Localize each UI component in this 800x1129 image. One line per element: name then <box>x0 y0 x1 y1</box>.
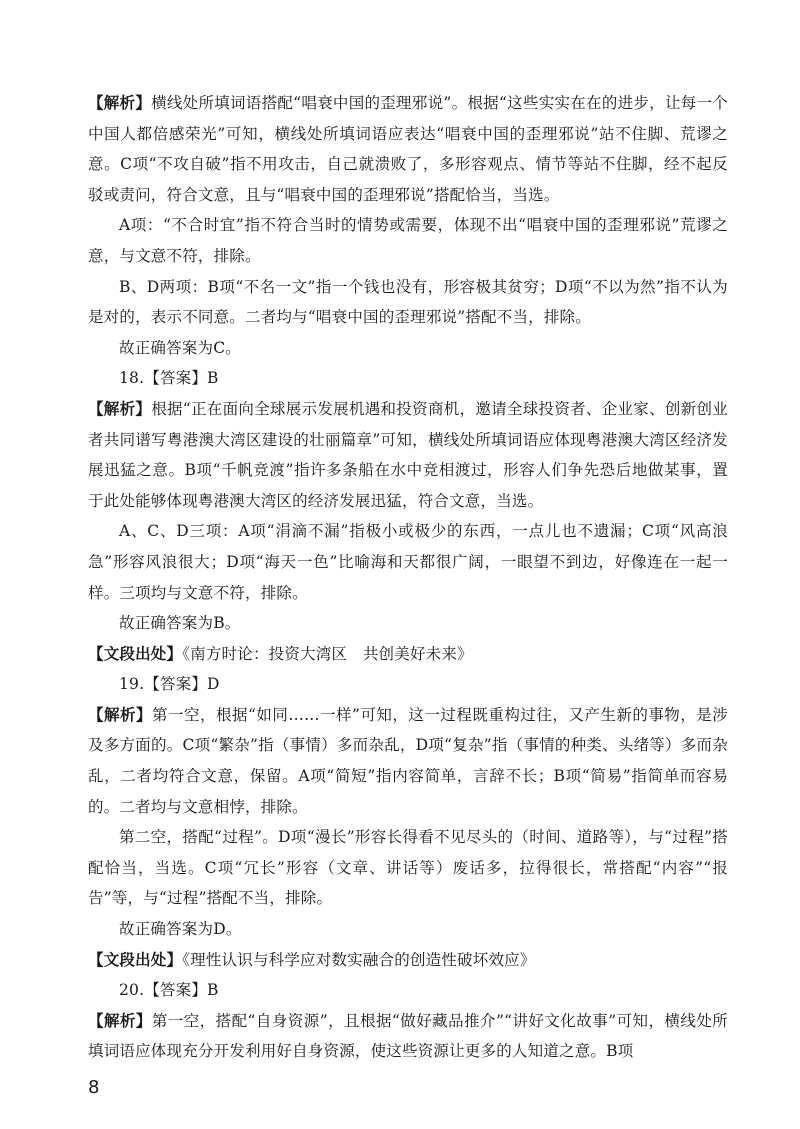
paragraph-text: 故正确答案为C。 <box>119 338 241 357</box>
page-body <box>88 88 728 1067</box>
answer-heading <box>88 363 728 394</box>
paragraph-text: 18.【答案】B <box>119 369 219 388</box>
analysis-paragraph <box>88 394 728 516</box>
option-paragraph <box>88 516 728 608</box>
source-paragraph <box>88 945 728 976</box>
option-paragraph <box>88 210 728 271</box>
source-tag: 【文段出处】 <box>88 643 183 663</box>
paragraph-text: 根据“正在面向全球展示发展机遇和投资商机，邀请全球投资者、企业家、创新创业者共同谱写粤港澳大湾区建设的壮丽篇章”可知，横线处所填词语应体现粤港澳大湾区经济发展迅猛之意。B项“千帆竞渡”指许多条船在水中竞相渡过，形容人们争先恐后地做某事，置于此处能够体现粤港澳大湾区的经济发展迅猛，符合文意，当选。 <box>88 399 728 510</box>
analysis-paragraph <box>88 88 728 210</box>
option-paragraph <box>88 822 728 914</box>
paragraph-text: 《理性认识与科学应对数实融合的创造性破坏效应》 <box>182 950 536 969</box>
source-paragraph <box>88 639 728 670</box>
paragraph-text: 第一空，搭配“自身资源”，且根据“做好藏品推介”“讲好文化故事”可知，横线处所填词语应体现充分开发利用好自身资源，使这些资源让更多的人知道之意。B项 <box>88 1011 728 1061</box>
paragraph-text: 19.【答案】D <box>119 675 220 694</box>
analysis-paragraph <box>88 700 728 822</box>
analysis-tag: 【解析】 <box>88 398 152 418</box>
paragraph-text: 《南方时论：投资大湾区 共创美好未来》 <box>182 644 473 663</box>
paragraph-text: 第二空，搭配“过程”。D项“漫长”形容长得看不见尽头的（时间、道路等），与“过程”搭配恰当，当选。C项“冗长”形容（文章、讲话等）废话多，拉得很长，常搭配“内容”“报告”等，与“过程”搭配不当，排除。 <box>88 828 728 908</box>
paragraph-text: 故正确答案为B。 <box>119 614 241 633</box>
paragraph-text: 第一空，根据“如同……一样”可知，这一过程既重构过往，又产生新的事物，是涉及多方面的。C项“繁杂”指（事情）多而杂乱，D项“复杂”指（事情的种类、头绪等）多而杂乱，二者均符合文意，保留。A项“简短”指内容简单，言辞不长；B项“简易”指简单而容易的。二者均与文意相悖，排除。 <box>88 705 728 816</box>
analysis-tag: 【解析】 <box>88 93 152 112</box>
paragraph-text: A、C、D三项：A项“涓滴不漏”指极小或极少的东西，一点儿也不遗漏；C项“风高浪急”形容风浪很大；D项“海天一色”比喻海和天都很广阔，一眼望不到边，好像连在一起一样。三项均与文意不符，排除。 <box>88 522 728 602</box>
analysis-paragraph <box>88 1006 728 1067</box>
paragraph-text: 横线处所填词语搭配“唱衰中国的歪理邪说”。根据“这些实实在在的进步，让每一个中国人都倍感荣光”可知，横线处所填词语应表达“唱衰中国的歪理邪说”站不住脚、荒谬之意。C项“不攻自破”指不用攻击，自己就溃败了，多形容观点、情节等站不住脚，经不起反驳或责问，符合文意，且与“唱衰中国的歪理邪说”搭配恰当，当选。 <box>88 94 728 204</box>
paragraph-text: 20.【答案】B <box>119 981 219 1000</box>
paragraph-text: B、D两项：B项“不名一文”指一个钱也没有，形容极其贫穷；D项“不以为然”指不认为是对的，表示不同意。二者均与“唱衰中国的歪理邪说”搭配不当，排除。 <box>88 277 728 327</box>
conclusion-paragraph <box>88 608 728 639</box>
answer-heading <box>88 669 728 700</box>
page-number: 8 <box>88 1077 100 1098</box>
conclusion-paragraph <box>88 333 728 364</box>
source-tag: 【文段出处】 <box>88 949 183 969</box>
paragraph-text: 故正确答案为D。 <box>119 920 242 939</box>
analysis-tag: 【解析】 <box>88 1010 152 1030</box>
analysis-tag: 【解析】 <box>88 704 152 724</box>
paragraph-text: A项：“不合时宜”指不符合当时的情势或需要，体现不出“唱衰中国的歪理邪说”荒谬之意，与文意不符，排除。 <box>88 216 728 265</box>
answer-heading <box>88 975 728 1006</box>
conclusion-paragraph <box>88 914 728 945</box>
option-paragraph <box>88 272 728 333</box>
